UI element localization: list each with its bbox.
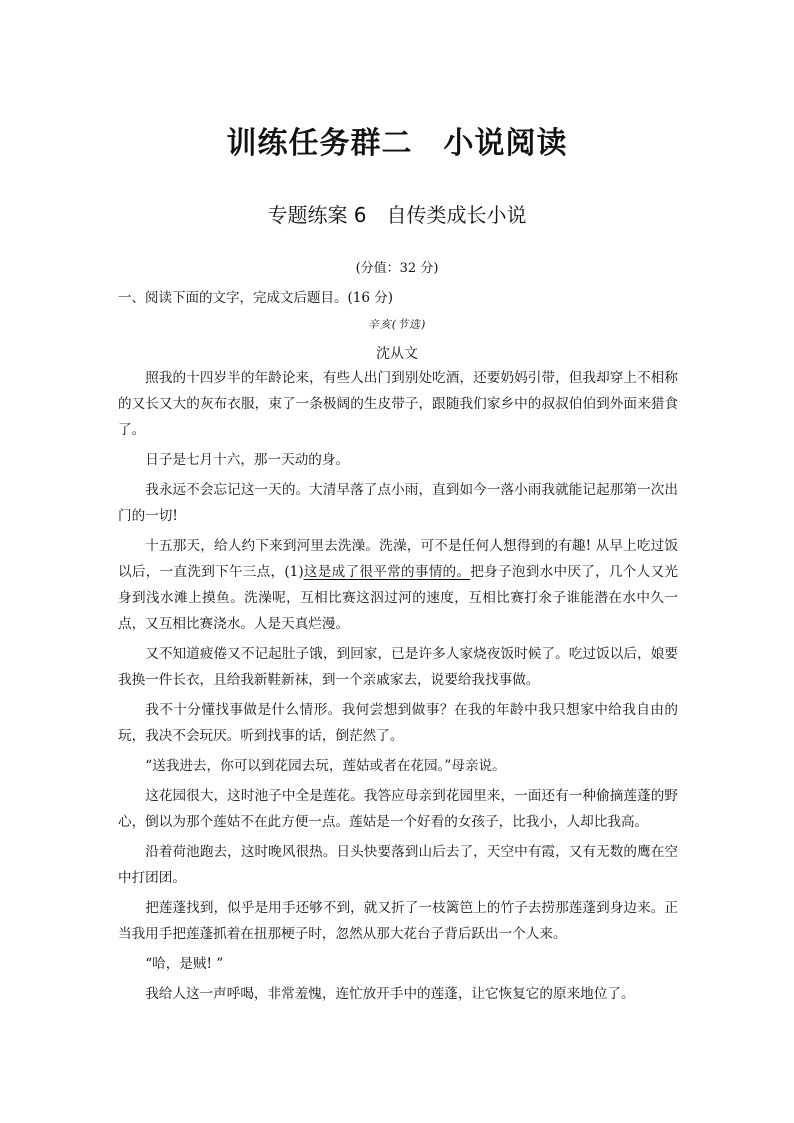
story-author: 沈从文 xyxy=(376,346,418,362)
story-paragraph: 把莲蓬找到，似乎是用手还够不到，就又折了一枝篱笆上的竹子去捞那莲蓬到身边来。正当我用手把莲蓬抓着在扭那梗子时，忽然从那大花台子背后跃出一个人来。 xyxy=(118,900,678,942)
story-paragraph: 我不十分懂找事做是什么情形。我何尝想到做事？在我的年龄中我只想家中给我自由的玩，我决不会玩厌。听到找事的话，倒茫然了。 xyxy=(118,702,678,744)
story-paragraph: “哈，是贼! ” xyxy=(145,956,224,972)
score-label: (分值：32 分) xyxy=(355,261,439,276)
main-title: 训练任务群二 小说阅读 xyxy=(226,126,568,161)
story-body xyxy=(118,365,678,1011)
sub-title: 专题练案 6 自传类成长小说 xyxy=(267,203,527,227)
story-title: 辛亥(节选) xyxy=(367,318,427,331)
story-paragraph: 我给人这一声呼喝，非常羞愧，连忙放开手中的莲蓬，让它恢复它的原来地位了。 xyxy=(145,986,635,1002)
question-prompt: 一、阅读下面的文字，完成文后题目。(16 分) xyxy=(118,290,394,306)
story-paragraph: 我永远不会忘记这一天的。大清早落了点小雨，直到如今一落小雨我就能记起那第一次出门的一切! xyxy=(118,482,678,524)
story-paragraph: 这花园很大，这时池子中全是莲花。我答应母亲到花园里来，一面还有一种偷摘莲蓬的野心，倒以为那个莲姑不在此方便一点。莲姑是一个好看的女孩子，比我小，人却比我高。 xyxy=(118,788,678,830)
paragraph-text: 十五那天，给人约下来到河里去洗澡。洗澡，可不是任何人想得到的有趣! 从早上吃过饭以后，一直洗到下午三点，(1) xyxy=(118,538,678,580)
paragraph-text: 把身子泡到水中厌了，几个人又光身到浅水滩上摸鱼。洗澡呢，互相比赛这泅过河的速度，互相比赛打氽子谁能潜在水中久一点，又互相比赛浇水。人是天真烂漫。 xyxy=(118,564,678,632)
underlined-sentence: 这是成了很平常的事情的。 xyxy=(303,564,471,580)
story-paragraph: 照我的十四岁半的年龄论来，有些人出门到别处吃酒，还要奶妈引带，但我却穿上不相称的又长又大的灰布衣服，束了一条极阔的生皮带子，跟随我们家乡中的叔叔伯伯到外面来猎食了。 xyxy=(118,370,678,438)
story-paragraph: 日子是七月十六，那一天动的身。 xyxy=(145,452,350,468)
story-paragraph: 又不知道疲倦又不记起肚子饿，到回家，已是许多人家烧夜饭时候了。吃过饭以后，娘要我换一件长衣，且给我新鞋新袜，到一个亲戚家去，说要给我找事做。 xyxy=(118,646,678,688)
story-paragraph: 沿着荷池跑去，这时晚风很热。日头快要落到山后去了，天空中有霞，又有无数的鹰在空中打团团。 xyxy=(118,844,678,886)
story-paragraph: “送我进去，你可以到花园去玩，莲姑或者在花园。”母亲说。 xyxy=(145,758,506,774)
story-paragraph xyxy=(118,533,678,637)
